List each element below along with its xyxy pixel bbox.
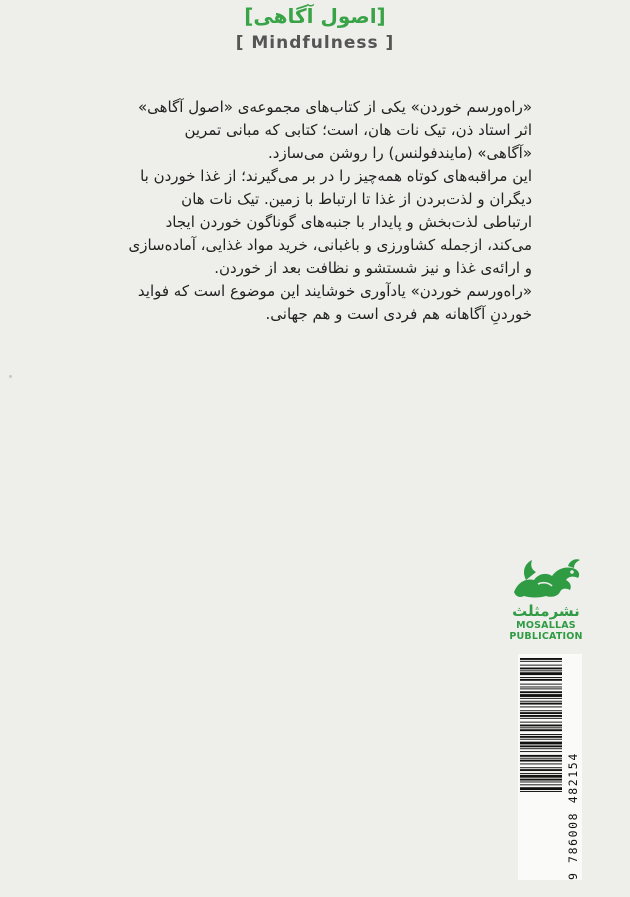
blurb-line: ارتباطی لذت‌بخش و پایدار با جنبه‌های گوناگون خوردن ایجاد — [165, 213, 532, 231]
barcode-bar — [520, 736, 562, 738]
barcode-bar — [520, 748, 562, 749]
barcode-bar — [520, 691, 562, 693]
barcode-bar — [520, 739, 562, 740]
barcode-bar — [520, 734, 562, 735]
paper-speck — [9, 375, 12, 378]
blurb-line: دیگران و لذت‌بردن از غذا تا ارتباط با زمین. تیک نات هان — [181, 190, 532, 208]
publisher-name-en-line1: MOSALLAS — [516, 620, 576, 631]
isbn-barcode — [518, 654, 582, 880]
publisher-logo — [504, 552, 588, 642]
barcode-bar — [520, 787, 562, 790]
barcode-bar — [520, 712, 562, 714]
barcode-bar — [520, 763, 562, 764]
blurb-line: «راه‌ورسم خوردن» یکی از کتاب‌های مجموعه‌ی «اصول آگاهی» — [137, 98, 532, 116]
barcode-bar — [520, 758, 562, 759]
barcode-bar — [520, 745, 562, 747]
blurb-line: اثر استاد ذن، تیک نات هان، است؛ کتابی که مبانی تمرین — [184, 121, 532, 139]
publisher-name-en-line2: PUBLICATION — [509, 631, 583, 642]
barcode-bar — [520, 784, 562, 785]
barcode-bar — [520, 661, 562, 662]
barcode-bar — [520, 698, 562, 699]
barcode-bar — [520, 742, 562, 745]
barcode-bar — [520, 767, 562, 768]
barcode-bar — [520, 668, 562, 670]
barcode-bar — [520, 760, 562, 762]
blurb-line: «آگاهی» (مایندفولنس) را روشن می‌سازد. — [268, 144, 532, 162]
barcode-bar — [520, 769, 562, 771]
barcode-bar — [520, 658, 562, 660]
blurb-line: خوردنِ آگاهانه هم فردی است و هم جهانی. — [265, 305, 532, 323]
publisher-name-fa: نشرمثلث — [512, 602, 580, 620]
barcode-bar — [520, 701, 562, 702]
barcode-bar — [520, 773, 562, 774]
barcode-bar — [520, 718, 562, 719]
series-title-fa: [اصول آگاهی] — [244, 4, 386, 28]
barcode-bar — [520, 677, 562, 678]
barcode-bar — [520, 670, 562, 671]
barcode-digits: 9 786008 482154 — [566, 752, 580, 880]
barcode-bar — [520, 679, 562, 681]
barcode-bar — [520, 703, 562, 705]
barcode-bar — [520, 665, 562, 666]
blurb-line: «راه‌ورسم خوردن» یادآوری خوشایند این موضوع است که فواید — [137, 282, 532, 300]
barcode-bar — [520, 782, 562, 783]
barcode-bar — [520, 779, 562, 781]
barcode-bar — [520, 687, 562, 688]
barcode-bar — [520, 791, 562, 792]
barcode-bars — [518, 654, 564, 880]
barcode-bar — [520, 729, 562, 731]
barcode-bar — [520, 684, 562, 685]
barcode-bar — [520, 775, 562, 778]
barcode-bar — [520, 725, 562, 727]
barcode-bar — [520, 727, 562, 728]
barcode-bar — [520, 751, 562, 752]
green-lion-emblem-icon — [508, 552, 584, 602]
blurb-line: می‌کند، ازجمله کشاورزی و باغبانی، خرید مواد غذایی، آماده‌سازی — [128, 236, 532, 254]
barcode-bar — [520, 755, 562, 757]
series-title-en: [ Mindfulness ] — [235, 33, 395, 53]
barcode-bar — [520, 722, 562, 723]
barcode-bar — [520, 715, 562, 717]
barcode-bar — [520, 672, 562, 675]
barcode-bar — [520, 694, 562, 697]
barcode-bar — [520, 688, 562, 689]
barcode-bar — [520, 710, 562, 711]
blurb-line: و ارائه‌ی غذا و نیز شستشو و نظافت بعد از خوردن. — [214, 259, 532, 277]
barcode-bar — [520, 706, 562, 707]
blurb-line: این مراقبه‌های کوتاه همه‌چیز را در بر می‌گیرند؛ از غذا خوردن با — [140, 167, 532, 185]
back-cover-blurb — [110, 96, 532, 326]
